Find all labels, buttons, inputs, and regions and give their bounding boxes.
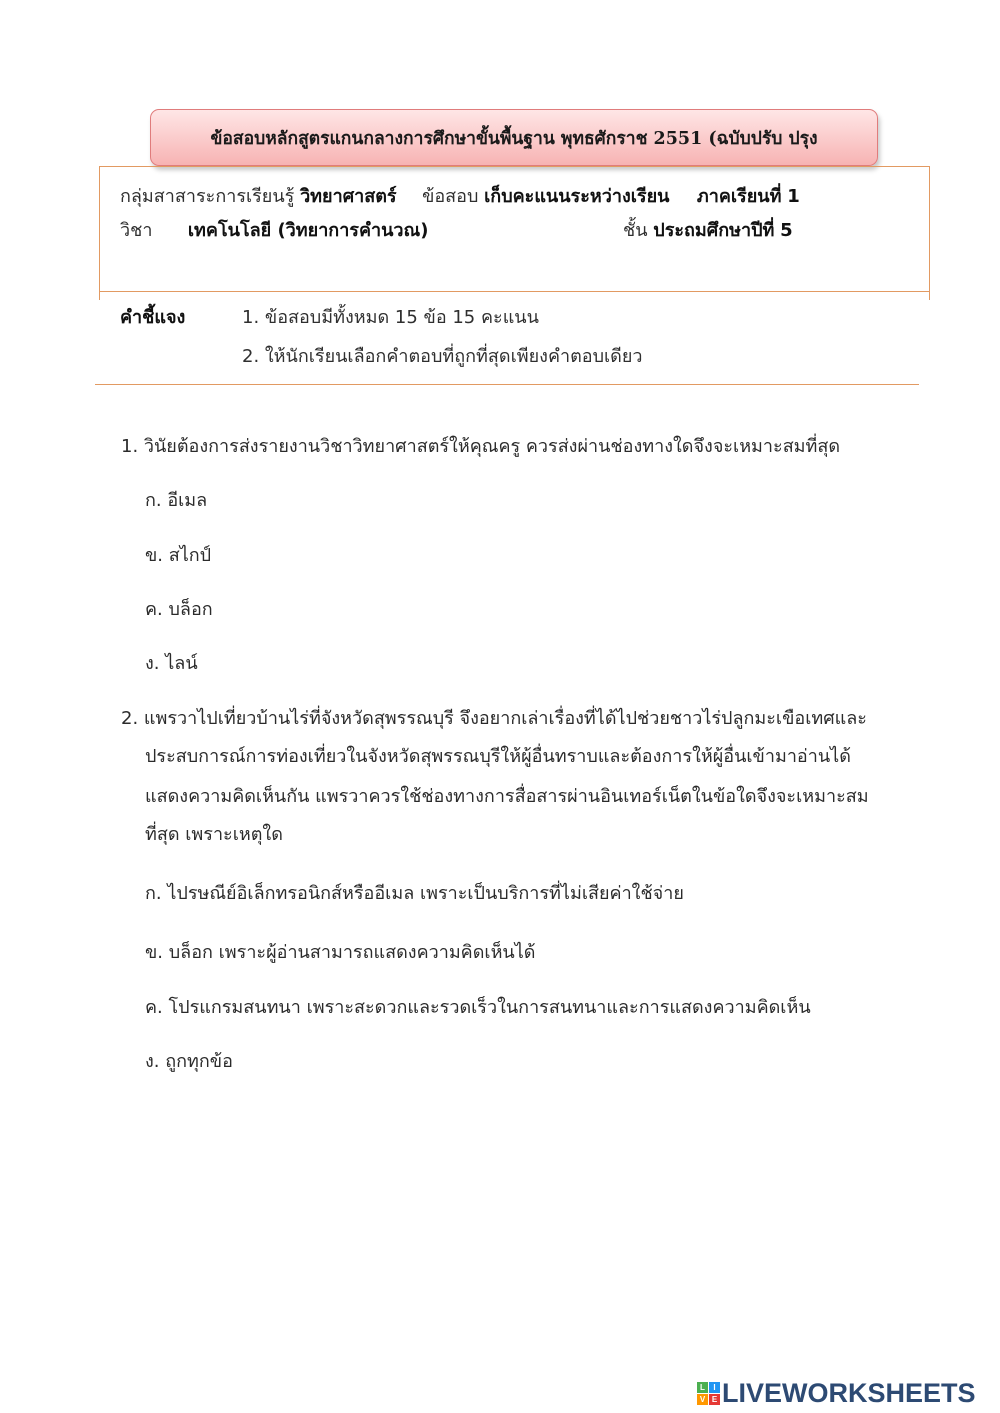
group-label: กลุ่มสาสาระการเรียนรู้ (120, 186, 295, 207)
subject-label: วิชา (120, 220, 153, 241)
instruction-item: 1. ข้อสอบมีทั้งหมด 15 ข้อ 15 คะแนน (242, 307, 539, 328)
grade-label: ชั้น (623, 220, 648, 241)
exam-label: ข้อสอบ (422, 186, 479, 207)
question-2-text-line: แสดงความคิดเห็นกัน แพรวาควรใช้ช่องทางการสื่อสารผ่านอินเทอร์เน็ตในข้อใดจึงจะเหมาะสม (145, 786, 869, 807)
exam-title: ข้อสอบหลักสูตรแกนกลางการศึกษาขั้นพื้นฐาน พุทธศักราช 2551 (ฉบับปรับ ปรุง (210, 128, 818, 149)
logo-text: LIVEWORKSHEETS (722, 1378, 976, 1408)
subject-value: เทคโนโลยี (วิทยาการคำนวณ) (187, 220, 429, 241)
question-2-text-line: ที่สุด เพราะเหตุใด (145, 824, 283, 845)
question-1-option[interactable]: ข. สไกป์ (145, 545, 212, 566)
question-2-text: 2. แพรวาไปเที่ยวบ้านไร่ที่จังหวัดสุพรรณบุรี จึงอยากเล่าเรื่องที่ได้ไปช่วยชาวไร่ปลูกมะเขือเทศและ (121, 708, 867, 729)
instruction-item: 2. ให้นักเรียนเลือกคำตอบที่ถูกที่สุดเพียงคำตอบเดียว (242, 346, 643, 367)
question-1-option[interactable]: ก. อีเมล (145, 490, 208, 511)
question-2-option[interactable]: ง. ถูกทุกข้อ (145, 1051, 233, 1072)
info-divider (99, 291, 930, 292)
semester-label: ภาคเรียนที่ (696, 186, 782, 207)
liveworksheets-logo[interactable] (697, 1378, 976, 1409)
subject-row (120, 215, 428, 244)
logo-mark-icon: L I V E (697, 1382, 720, 1405)
semester-value: 1 (787, 186, 800, 207)
question-2-text-line: ประสบการณ์การท่องเที่ยวในจังหวัดสุพรรณบุรีให้ผู้อื่นทราบและต้องการให้ผู้อื่นเข้ามาอ่านได้ (145, 746, 851, 767)
grade-number: 5 (780, 220, 793, 241)
question-1-text: 1. วินัยต้องการส่งรายงานวิชาวิทยาศาสตร์ให้คุณครู ควรส่งผ่านช่องทางใดจึงจะเหมาะสมที่สุด (121, 436, 841, 457)
question-1-option[interactable]: ค. บล็อก (145, 599, 213, 620)
question-2-option[interactable]: ก. ไปรษณีย์อิเล็กทรอนิกส์หรืออีเมล เพราะเป็นบริการที่ไม่เสียค่าใช้จ่าย (145, 883, 684, 904)
instructions-divider (95, 384, 919, 385)
group-value: วิทยาศาสตร์ (300, 186, 397, 207)
grade-row (623, 215, 793, 244)
question-1-option[interactable]: ง. ไลน์ (145, 653, 198, 674)
grade-value: ประถมศึกษาปีที่ (653, 220, 775, 241)
info-row-1 (120, 181, 800, 210)
question-2-option[interactable]: ข. บล็อก เพราะผู้อ่านสามารถแสดงความคิดเห็นได้ (145, 942, 536, 963)
exam-value: เก็บคะแนนระหว่างเรียน (484, 186, 670, 207)
exam-title-banner (150, 109, 878, 166)
instructions-label: คำชี้แจง (120, 307, 186, 328)
question-2-option[interactable]: ค. โปรแกรมสนทนา เพราะสะดวกและรวดเร็วในการสนทนาและการแสดงความคิดเห็น (145, 997, 811, 1018)
